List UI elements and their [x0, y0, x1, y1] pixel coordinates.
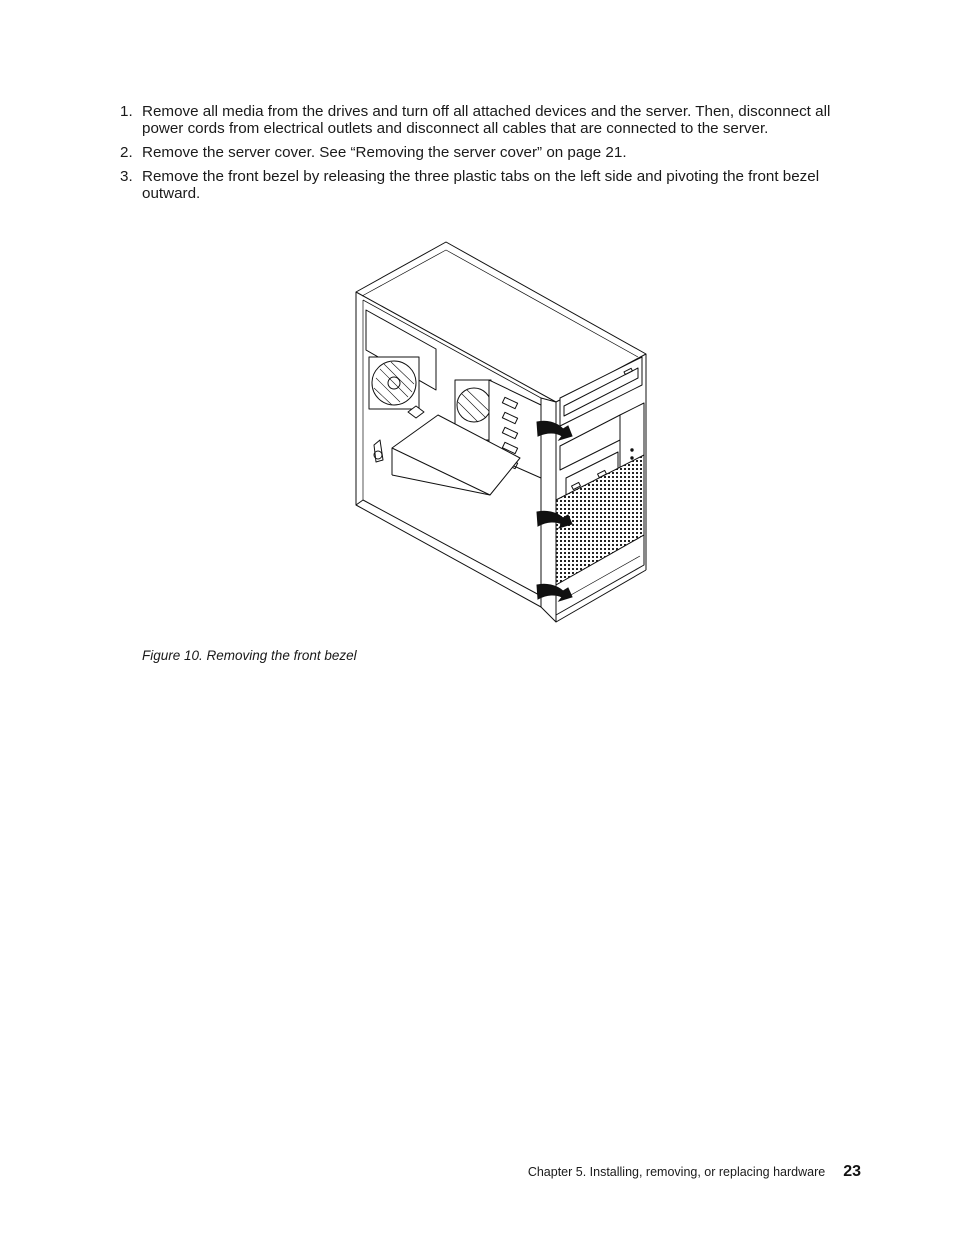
rear-fan [369, 357, 419, 409]
page-footer [528, 1163, 861, 1181]
step-1 [120, 103, 860, 137]
step-2 [120, 144, 860, 161]
chapter-title: Chapter 5. Installing, removing, or replacing hardware [527, 1165, 826, 1179]
step-number: 2. [120, 144, 133, 161]
step-text: Remove the front bezel by releasing the three plastic tabs on the left side and pivoting the front bezel outward. [142, 168, 820, 202]
figure-caption: Figure 10. Removing the front bezel [142, 648, 357, 663]
step-3 [120, 168, 860, 202]
step-number: 3. [120, 168, 133, 185]
page-number: 23 [843, 1163, 861, 1180]
chassis-bottom-rail [356, 500, 543, 607]
front-bezel-removal-illustration [352, 238, 650, 628]
step-text: Remove all media from the drives and turn off all attached devices and the server. Then, disconnect all power cords from electrical outlets and disconnect all cables that are connected to the server. [142, 103, 831, 137]
step-number: 1. [120, 103, 133, 120]
step-text: Remove the server cover. See “Removing the server cover” on page 21. [142, 144, 627, 161]
instruction-steps [120, 103, 860, 209]
